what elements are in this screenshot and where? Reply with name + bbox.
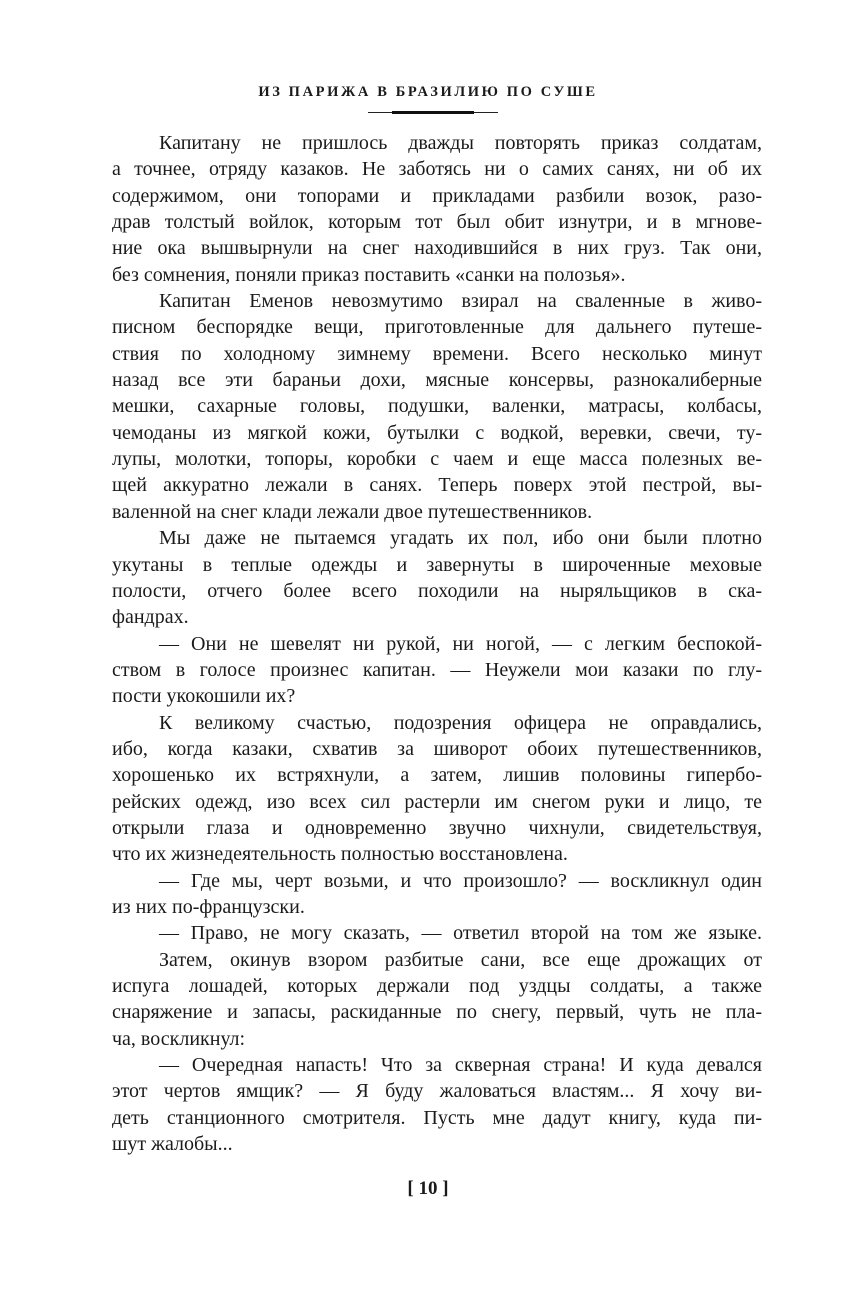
text-line: деть станционного смотрителя. Пусть мне дадут книгу, куда пи- [112,1106,762,1129]
text-line: шут жалобы... [112,1133,233,1156]
text-line: открыли глаза и одновременно звучно чихнули, свидетельствуя, [112,816,762,839]
text-line: пости укокошили их? [112,685,296,708]
text-line: ством в голосе произнес капитан. — Неужели мои казаки по глу- [112,658,762,681]
text-line: ние ока вышвырнули на снег находившийся в них груз. Так они, [112,237,762,260]
text-line: — Они не шевелят ни рукой, ни ногой, — с легким беспокой- [159,632,762,655]
text-line: — Очередная напасть! Что за скверная страна! И куда девался [159,1054,762,1077]
body-text [112,130,762,1157]
paragraph [112,288,762,525]
text-line: хорошенько их встряхнули, а затем, лишив половины гипербо- [112,764,762,787]
text-line: ча, воскликнул: [112,1027,246,1050]
text-line: драв толстый войлок, которым тот был обит изнутри, и в мгнове- [112,211,762,234]
text-line: а точнее, отряду казаков. Не заботясь ни о самих санях, ни об их [112,158,762,181]
text-line: ибо, когда казаки, схватив за шиворот обоих путешественников, [112,737,762,760]
paragraph [112,710,762,868]
paragraph [112,525,762,630]
text-line: ствия по холодному зимнему времени. Всего несколько минут [112,342,762,365]
text-line: — Где мы, черт возьми, и что произошло? — воскликнул один [159,869,762,892]
text-line: — Право, не могу сказать, — ответил второй на том же языке. [159,922,762,945]
text-line: щей аккуратно лежали в санях. Теперь поверх этой пестрой, вы- [112,474,762,497]
text-line: писном беспорядке вещи, приготовленные для дальнего путеше- [112,316,762,339]
text-line: снаряжение и запасы, раскиданные по снегу, первый, чуть не пла- [112,1001,762,1024]
text-line: назад все эти бараньи дохи, мясные консервы, разнокалиберные [112,369,762,392]
text-line: рейских одежд, изо всех сил растерли им снегом руки и лицо, те [112,790,762,813]
text-line: мешки, сахарные головы, подушки, валенки, матрасы, колбасы, [112,395,762,418]
paragraph [112,1052,762,1157]
paragraph [112,868,762,921]
text-line: содержимом, они топорами и прикладами разбили возок, разо- [112,184,762,207]
text-line: из них по-французски. [112,895,305,918]
text-line: валенной на снег клади лежали двое путешественников. [112,500,593,523]
text-line: Капитан Еменов невозмутимо взирал на сваленные в живо- [159,290,762,313]
paragraph [112,920,762,946]
text-line: без сомнения, поняли приказ поставить «санки на полозья». [112,263,626,286]
text-line: укутаны в теплые одежды и завернуты в широченные меховые [112,553,762,576]
text-line: К великому счастью, подозрения офицера не оправдались, [159,711,762,734]
paragraph [112,631,762,710]
text-line: Затем, окинув взором разбитые сани, все еще дрожащих от [159,948,762,971]
text-line: Мы даже не пытаемся угадать их пол, ибо они были плотно [159,527,762,550]
text-line: испуга лошадей, которых держали под уздцы солдаты, а также [112,975,762,997]
text-line: этот чертов ямщик? — Я буду жаловаться властям... Я хочу ви- [112,1080,762,1103]
text-line: фандрах. [112,606,189,629]
paragraph [112,130,762,288]
text-line: чемоданы из мягкой кожи, бутылки с водкой, веревки, свечи, ту- [112,421,762,444]
header-divider-accent [392,111,474,114]
text-line: Капитану не пришлось дважды повторять приказ солдатам, [159,132,762,154]
text-line: лупы, молотки, топоры, коробки с чаем и еще масса полезных ве- [112,448,762,471]
text-line: полости, отчего более всего походили на ныряльщиков в ска- [112,579,762,602]
running-header: ИЗ ПАРИЖА В БРАЗИЛИЮ ПО СУШЕ [258,84,598,100]
paragraph [112,947,762,1052]
page-number: [ 10 ] [407,1178,449,1199]
text-line: что их жизнедеятельность полностью восстановлена. [112,843,568,866]
